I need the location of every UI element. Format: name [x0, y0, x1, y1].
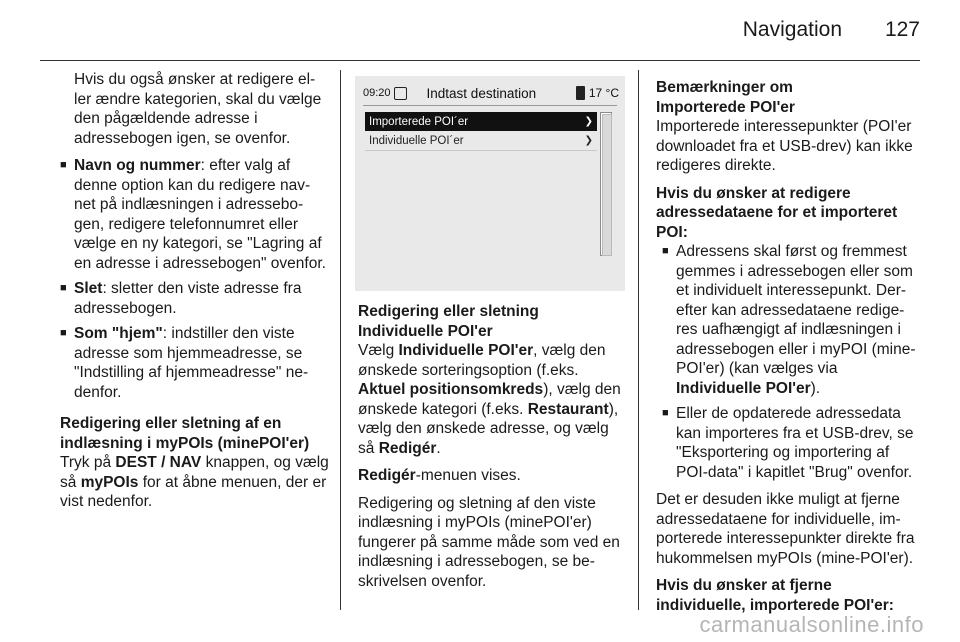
text: .: [436, 439, 441, 457]
menu-item-individual-poi[interactable]: [365, 131, 597, 151]
column-divider-1: [340, 70, 341, 610]
status-bar: [363, 82, 619, 104]
note-list: [656, 242, 922, 482]
text: Tryk på: [60, 454, 116, 471]
paragraph: [358, 341, 628, 458]
option-desc: : sletter den viste adresse fra adressebogen.: [74, 280, 302, 317]
subheading: Importerede POI'er: [656, 98, 795, 116]
temperature: [576, 86, 619, 100]
paragraph: [358, 466, 628, 486]
option-desc: : efter valg af denne option kan du redigere nav-net på indlæsningen i adressebo-gen, redigere telefonnumret eller vælge en ny kategori, se "Lagring af en adresse i adressebogen" ovenfor.: [74, 157, 326, 272]
list-item: [662, 404, 922, 482]
list-item: [662, 242, 922, 398]
subheading: Hvis du ønsker at redigere adressedataene for et importeret POI:: [656, 184, 898, 241]
list-item: [60, 156, 330, 273]
page-number: 127: [884, 18, 920, 41]
scrollbar-thumb[interactable]: [602, 114, 612, 256]
paragraph: Importerede interessepunkter (POI'er downloadet fra et USB-drev) kan ikke redigeres direkte.: [656, 118, 913, 174]
option-desc: : indstiller den viste adresse som hjemmeadresse, se "Indstilling af hjemmeadresse" ne-denfor.: [74, 325, 309, 401]
menu-item-imported-poi[interactable]: [365, 112, 597, 131]
text: for at åbne menuen, der er vist nedenfor.: [60, 473, 327, 510]
text: ), vælg den ønskede kategori (f.eks.: [358, 381, 621, 418]
text: ), vælg den ønskede adresse, og vælg så: [358, 400, 619, 457]
paragraph: Redigering og sletning af den viste indlæsning i myPOIs (minePOI'er) fungerer på samme måde som ved en indlæsning i adressebogen, se be-skrivelsen ovenfor.: [358, 494, 620, 590]
text: Eller de opdaterede adressedata kan importeres fra et USB-drev, se "Eksportering og importering af POI-data" i kapitlet "Brug" ovenfor.: [676, 405, 914, 481]
clock-time: 09:20: [363, 87, 391, 99]
text: Vælg: [358, 342, 399, 359]
option-name: Som "hjem": [74, 325, 163, 342]
option-name: Slet: [74, 280, 103, 297]
subheading: Redigering eller sletning: [358, 303, 539, 320]
menu-ref: myPOIs: [80, 473, 139, 491]
chevron-right-icon: ❯: [584, 116, 593, 127]
watermark: carmanualsonline.info: [699, 612, 924, 637]
divider: [363, 105, 617, 106]
subheading: Hvis du ønsker at fjerne individuelle, importerede POI'er:: [656, 577, 894, 614]
category-ref: Restaurant: [527, 400, 609, 418]
text: -menuen vises.: [415, 467, 521, 484]
scrollbar[interactable]: [600, 112, 612, 256]
column-2: [358, 302, 628, 599]
text: , vælg den ønskede sorteringsoption (f.eks.: [358, 342, 606, 379]
subheading: Bemærkninger om: [656, 79, 793, 96]
text: ).: [810, 379, 821, 397]
temperature-value: 17 °C: [588, 86, 619, 100]
text: Adressens skal først og fremmest gemmes i adressebogen eller som et individuelt interessepunkt. Der-efter kan adressedataene redige-res uafhængigt af indlæsningen i adressebogen eller i myPOI (mine-POI'er) (kan vælges via: [676, 243, 916, 377]
column-3: [656, 78, 922, 615]
screen-title: Indtast destination: [426, 85, 537, 101]
menu-ref: Individuelle POI'er: [398, 342, 534, 359]
paragraph: Det er desuden ikke muligt at fjerne adressedataene for individuelle, im-porterede interessepunkter direkte fra hukommelsen myPOIs (mine-POI'er).: [656, 491, 915, 567]
section-title: Navigation: [742, 18, 842, 41]
menu-item-label: Importerede POI´er: [369, 115, 469, 128]
subheading: Redigering eller sletning af en indlæsning i myPOIs (minePOI'er): [60, 415, 310, 452]
header-rule: [40, 60, 920, 61]
infotainment-screen: [355, 76, 625, 291]
menu-item-label: Individuelle POI´er: [369, 134, 464, 147]
clock-icon: [394, 87, 407, 100]
paragraph: [60, 453, 330, 512]
list-item: [60, 324, 330, 402]
menu-ref: Redigér: [358, 467, 416, 484]
option-ref: Aktuel positionsomkreds: [358, 381, 544, 398]
menu-ref: Individuelle POI'er: [676, 379, 811, 397]
text: knappen, og vælg så: [60, 454, 329, 491]
column-1: [60, 70, 330, 520]
menu-ref: Redigér: [378, 439, 437, 457]
option-name: Navn og nummer: [74, 157, 201, 174]
list-item: [60, 279, 330, 318]
subheading: Individuelle POI'er: [358, 322, 493, 340]
option-list: [60, 156, 330, 402]
chevron-right-icon: ❯: [584, 135, 593, 146]
paragraph: Hvis du også ønsker at redigere el-ler ændre kategorien, skal du vælge den pågældende adresse i adressebogen igen, se ovenfor.: [74, 71, 322, 147]
button-ref: DEST / NAV: [115, 454, 202, 471]
poi-menu: [365, 112, 597, 151]
column-divider-2: [638, 70, 639, 610]
thermometer-icon: [576, 86, 585, 100]
